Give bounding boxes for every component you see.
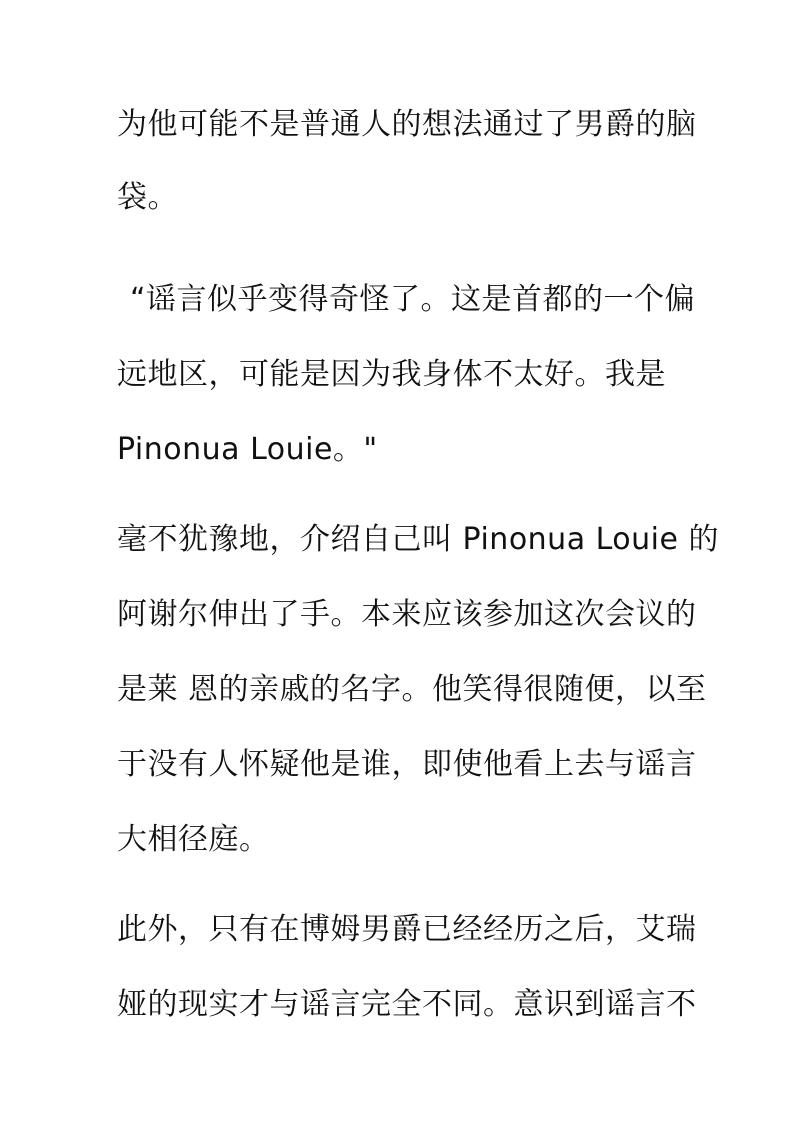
text-line: 为他可能不是普通人的想法通过了男爵的脑 [117,107,697,142]
text-line: 远地区，可能是因为我身体不太好。我是 [117,357,666,392]
text-line: 阿谢尔伸出了手。本来应该参加这次会议的 [117,597,697,632]
text-line: 娅的现实才与谣言完全不同。意识到谣言不 [117,987,697,1022]
text-line: 袋。 [117,180,178,215]
text-line: “谣言似乎变得奇怪了。这是首都的一个偏 [130,282,696,317]
text-line: 于没有人怀疑他是谁，即使他看上去与谣言 [117,747,697,782]
text-line: Pinonua Louie。" [117,432,378,467]
text-line: 此外，只有在博姆男爵已经经历之后，艾瑞 [117,912,697,947]
text-line: 是莱 恩的亲戚的名字。他笑得很随便，以至 [117,672,707,707]
text-line: 毫不犹豫地，介绍自己叫 Pinonua Louie 的 [117,522,720,557]
text-line: 大相径庭。 [117,822,270,857]
